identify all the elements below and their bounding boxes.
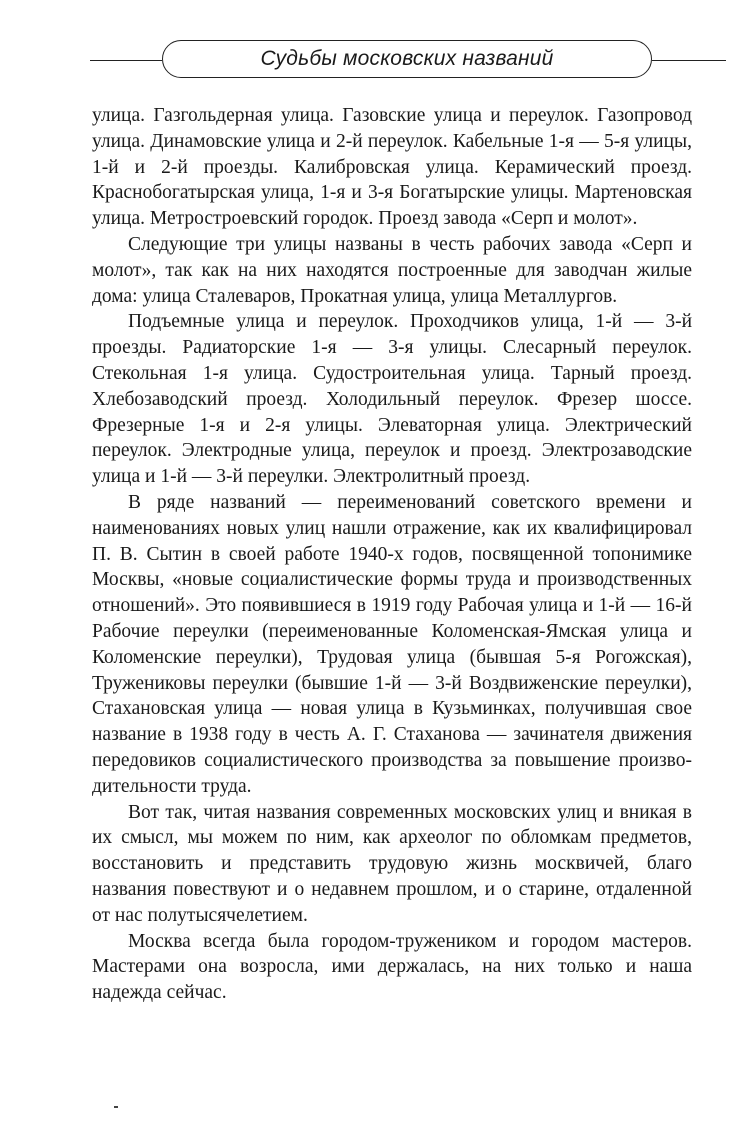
paragraph-1: улица. Газгольдерная улица. Газовские улица и переулок. Газопровод улица. Динамовские улица и 2-й переулок. Кабельные 1-я — 5-я улицы, 1-й и 2-й проезды. Калибровская улица. Керамический проезд. Краснобогатырская улица, 1-я и 3-я Богатырские улицы. Мартеновская улица. Метростроевский городок. Проезд завода «Серп и молот». [92, 105, 692, 230]
running-header [90, 38, 726, 82]
page-body [92, 103, 692, 1006]
running-header-title: Судьбы московских названий [260, 47, 554, 70]
paragraph-5: Вот так, читая названия современных московских улиц и вникая в их смысл, мы можем по ним, как археолог по обломкам предметов, восстановить и представить трудовую жизнь москвичей, благо названия повествуют и о недавнем прошлом, и о старине, отдаленной от нас полутысячелетием. [92, 801, 692, 926]
paragraph-2: Следующие три улицы названы в честь рабочих завода «Серп и молот», так как на них находятся построенные для заводчан жилые дома: улица Сталеваров, Прокатная улица, улица Металлургов. [92, 233, 692, 307]
header-title-frame [162, 40, 652, 78]
paragraph-6: Москва всегда была городом-тружеником и городом мастеров. Мастерами она возросла, ими держалась, на них только и наша надежда сейчас. [92, 930, 692, 1004]
page-speck [114, 1106, 118, 1108]
paragraph-4: В ряде названий — переименований советского времени и наименованиях новых улиц нашли отражение, как их квалифицировал П. В. Сытин в своей работе 1940-х годов, посвященной топонимике Москвы, «новые социалистические формы труда и производственных отношений». Это появившиеся в 1919 году Рабочая улица и 1-й — 16-й Рабочие переулки (переименованные Коломенская-Ямская улица и Коломенские переулки), Трудовая улица (бывшая 5-я Рогожская), Тружениковы переулки (бывшие 1-й — 3-й Воздвиженские переулки), Стахановская улица — новая улица в Кузьминках, получившая свое название в 1938 году в честь А. Г. Стаханова — зачинателя движения передовиков социалистического производства за повышение производительности труда. [92, 491, 692, 797]
header-rule-right [652, 60, 726, 61]
paragraph-3: Подъемные улица и переулок. Проходчиков улица, 1-й — 3-й проезды. Радиаторские 1-я — 3-я улицы. Слесарный переулок. Стекольная 1-я улица. Судостроительная улица. Тарный проезд. Хлебозаводский проезд. Холодильный переулок. Фрезер шоссе. Фрезерные 1-я и 2-я улицы. Элеваторная улица. Электрический переулок. Электродные улица, переулок и проезд. Электрозаводские улица и 1-й — 3-й переулки. Электролитный проезд. [92, 311, 692, 488]
header-rule-left [90, 60, 162, 61]
